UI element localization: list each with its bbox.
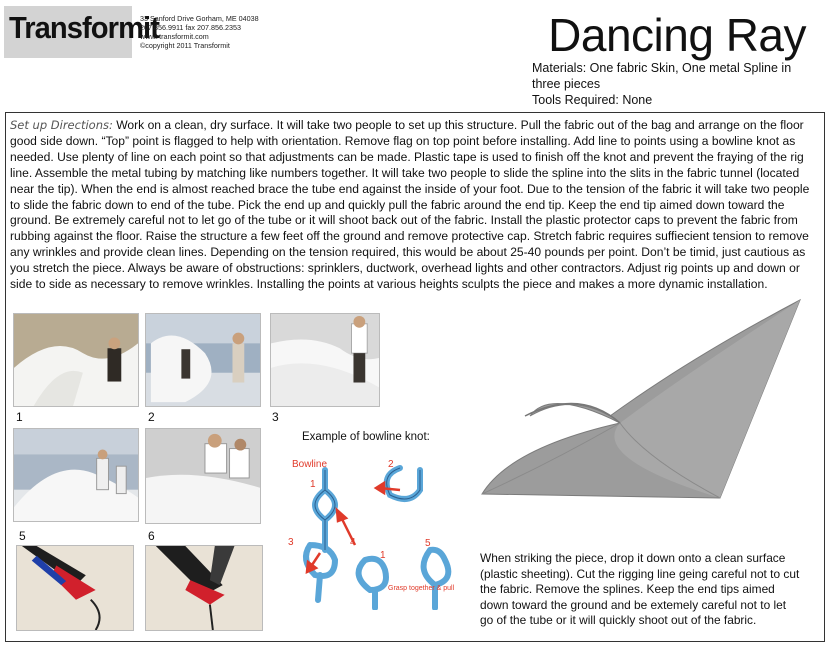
setup-directions-heading: Set up Directions: xyxy=(10,118,113,132)
photo-label-2: 2 xyxy=(148,410,155,424)
knot-label-step-4: 4 xyxy=(350,537,356,548)
tools-text: Tools Required: None xyxy=(532,93,653,107)
photo-label-5: 5 xyxy=(19,529,26,543)
photo-step-2 xyxy=(145,313,261,407)
photo-label-6: 6 xyxy=(148,529,155,543)
knot-label-step-2: 2 xyxy=(388,459,394,470)
address-line: 33 Sanford Drive Gorham, ME 04038 xyxy=(140,14,259,23)
knot-label-step-5: 5 xyxy=(425,538,431,549)
striking-instructions: When striking the piece, drop it down onto a clean surface (plastic sheeting). Cut the rigging line geing careful not to cut the fabric. Remove the splines. Keep the end tips aimed down toward the ground and be extemely careful not to let go of the tube or it will quickly shoot out of the fabric. xyxy=(480,551,800,628)
company-logo: Transformit xyxy=(9,10,159,45)
bowline-knot-caption: Example of bowline knot: xyxy=(302,431,430,443)
photo-step-6 xyxy=(16,545,134,631)
photo-label-3: 3 xyxy=(272,410,279,424)
materials-block xyxy=(532,60,802,108)
knot-label-step-3: 3 xyxy=(288,537,294,548)
materials-text: Materials: One fabric Skin, One metal Spline in three pieces xyxy=(532,61,792,91)
dancing-ray-illustration xyxy=(470,298,810,543)
photo-step-4 xyxy=(13,428,139,522)
bowline-knot-diagram xyxy=(280,450,480,610)
contact-info xyxy=(140,14,259,50)
setup-directions xyxy=(10,118,818,293)
knot-label-bowline: Bowline xyxy=(292,459,328,470)
photo-step-7 xyxy=(145,545,263,631)
photo-label-1: 1 xyxy=(16,410,23,424)
photo-step-1 xyxy=(13,313,139,407)
knot-label-step-1b: 1 xyxy=(380,550,386,561)
phone-line: 207.856.9911 fax 207.856.2353 xyxy=(140,23,241,32)
copyright-line: ©copyright 2011 Transformit xyxy=(140,41,230,50)
page-title: Dancing Ray xyxy=(548,9,806,61)
setup-directions-text: Work on a clean, dry surface. It will take two people to set up this structure. Pull the fabric out of the bag and arrange on the floor good side down. “Top” point is flagged to help with orientation. Remove flag on top point before installing. Add line to points using a bowline knot as needed. Use plenty of line on each point so that adjustments can be made. Plastic tape is used to finish off the knot and prevent the fraying of the rig line. Assemble the metal tubing by matching like numbers together. It will take two people to slide the spline into the slits in the fabric tunnel (located near the tip). When the end is almost reached brace the tube end against the inside of your foot. Due to the tension of the fabric it will take two people to slide the fabric down to end of the tube. Pick the end up and quickly pull the fabric around the end tip. Keep the end tip aimed down toward the ground. Be extremely careful not to let go of the tube or it will shoot back out of the fabric. Install the plastic protector caps to prevent the fabric from rubbing against the floor. Raise the structure a few feet off the ground and remove protective cap. Stretch fabric requires suffiecient tension to remove any wrinkles and provide clean lines. Depending on the tension required, this would be about 25-40 pounds per point. Don’t be timid, just cautious as you stretch the piece. Always be aware of obstructions: sprinklers, ductwork, overhead lights and other contractors. Adjust rig points up and down or side to side as necessary to remove wrinkles. Installing the points at various heights sculpts the piece and makes a more dynamic installation. xyxy=(10,118,810,292)
photo-step-3 xyxy=(270,313,380,407)
website-line: www. transformit.com xyxy=(140,32,209,41)
photo-step-5 xyxy=(145,428,261,524)
knot-label-step-1: 1 xyxy=(310,479,316,490)
knot-note: Grasp together & pull xyxy=(388,585,455,592)
